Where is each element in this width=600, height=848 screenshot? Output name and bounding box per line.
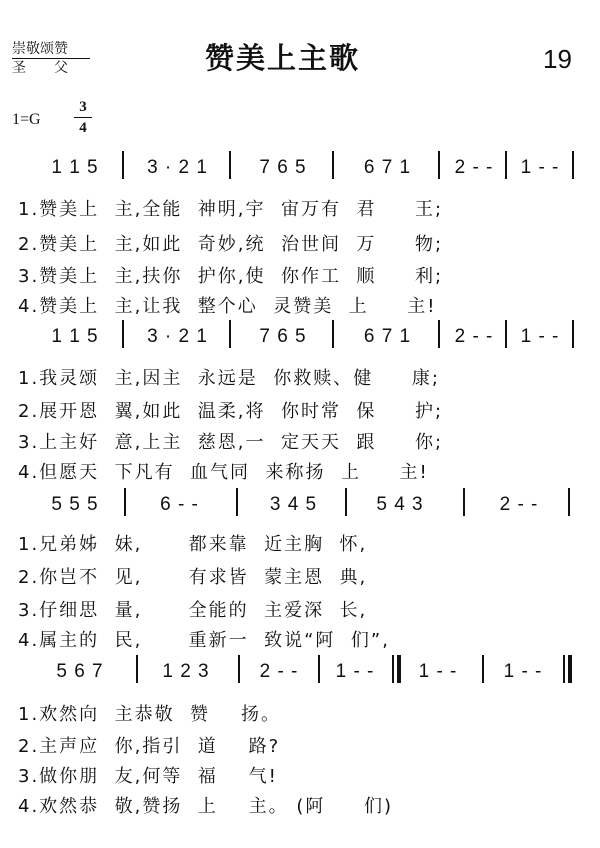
barline [238,655,240,683]
measure-2: 6 - - [160,494,199,515]
lyric-verse-2: 2.赞美上 主,如此 奇妙,统 治世间 万 物; [18,234,444,255]
measure-4: 5 4 3 [376,494,424,515]
measure-3: 7 6 5 [259,326,307,347]
lyric-verse-4: 4.但愿天 下凡有 血气同 来称扬 上 主! [18,462,429,483]
barline [463,488,465,516]
barline [229,320,231,348]
measure-5: 2 - - [454,157,494,178]
lyric-verse-3: 3.做你朋 友,何等 福 气! [18,766,278,787]
barline [482,655,484,683]
measure-6: 1 - - [520,326,560,347]
barline [124,488,126,516]
measure-3: 2 - - [259,661,299,682]
barline [572,320,574,348]
credit-composer: 圣 父 [12,60,68,76]
barline [568,488,570,516]
measure-4: 6 7 1 [363,157,412,178]
measure-1: 1 1 5 [51,326,99,347]
barline [438,320,440,348]
double-barline [397,655,401,683]
measure-1: 5 6 7 [56,661,104,682]
barline [572,151,574,179]
barline [438,151,440,179]
barline [505,320,507,348]
barline [332,320,334,348]
measure-5: 1 - - [418,661,458,682]
barline [345,488,347,516]
measure-3: 3 4 5 [269,494,318,515]
measure-2: 3 · 2 1 [147,157,208,178]
measure-6: 1 - - [520,157,560,178]
measure-2: 1 2 3 [162,661,210,682]
credit-lyricist: 崇敬颂赞 [12,41,68,57]
lyric-verse-2: 2.展开恩 翼,如此 温柔,将 你时常 保 护; [18,401,444,422]
time-signature-line [74,117,92,118]
lyric-verse-1: 1.赞美上 主,全能 神明,宇 宙万有 君 王; [18,199,444,220]
measure-5: 2 - - [499,494,539,515]
credit-divider [12,58,90,59]
barline [236,488,238,516]
measure-6: 1 - - [503,661,543,682]
barline [318,655,320,683]
time-signature [74,98,92,137]
measure-1: 1 1 5 [51,157,99,178]
lyric-verse-3: 3.上主好 意,上主 慈恩,一 定天天 跟 你; [18,432,444,453]
final-barline-thick [568,655,572,683]
barline [229,151,231,179]
notation-line-1 [0,153,600,183]
barline [122,320,124,348]
lyric-verse-1: 1.我灵颂 主,因主 永远是 你救赎、健 康; [18,368,440,389]
hymn-title: 赞美上主歌 [205,41,361,75]
lyric-verse-4: 4.赞美上 主,让我 整个心 灵赞美 上 主! [18,296,437,317]
notation-line-3 [0,490,600,520]
measure-2: 3 · 2 1 [147,326,208,347]
lyric-verse-4: 4.属主的 民, 重新一 致说“阿 们”, [18,630,390,651]
lyric-verse-3: 3.赞美上 主,扶你 护你,使 你作工 顺 利; [18,266,444,287]
barline [505,151,507,179]
lyric-verse-2: 2.你岂不 见, 有求皆 蒙主恩 典, [18,567,368,588]
lyric-verse-2: 2.主声应 你,指引 道 路? [18,736,281,757]
lyric-verse-4: 4.欢然恭 敬,赞扬 上 主。 (阿 们) [18,796,394,817]
measure-4: 6 7 1 [363,326,412,347]
notation-line-4 [0,657,600,687]
final-barline-thin [563,655,565,683]
measure-3: 7 6 5 [259,157,307,178]
barline [332,151,334,179]
key-signature: 1=G [12,111,41,128]
barline [122,151,124,179]
lyric-verse-1: 1.欢然向 主恭敬 赞 扬。 [18,704,281,725]
page-number: 19 [543,44,572,74]
lyric-verse-1: 1.兄弟姊 妹, 都来靠 近主胸 怀, [18,534,368,555]
time-signature-bottom: 4 [79,120,87,136]
measure-1: 5 5 5 [51,494,99,515]
lyric-verse-3: 3.仔细思 量, 全能的 主爱深 长, [18,600,368,621]
barline [392,655,394,683]
time-signature-top: 3 [79,99,87,115]
measure-4: 1 - - [335,661,375,682]
notation-line-2 [0,322,600,352]
barline [136,655,138,683]
measure-5: 2 - - [454,326,494,347]
